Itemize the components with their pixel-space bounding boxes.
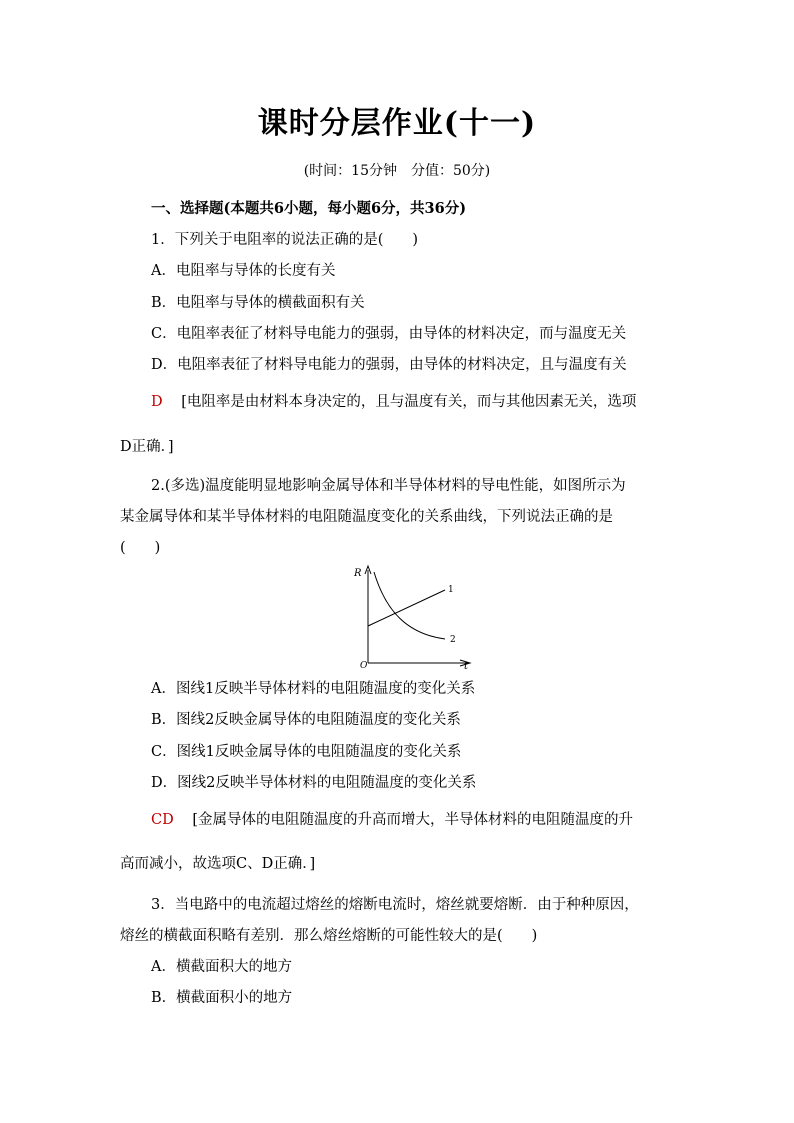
question-1-explanation-cont: D正确．] [120,439,174,455]
question-3-stem-cont: 熔丝的横截面积略有差别．那么熔丝熔断的可能性较大的是( ) [120,928,538,944]
y-axis-label: R [354,568,362,579]
question-3-stem: 3．当电路中的电流超过熔丝的熔断电流时，熔丝就要熔断．由于种种原因， [151,897,639,913]
page-title: 课时分层作业(十一) [257,106,537,141]
question-1-option-b: B．电阻率与导体的横截面积有关 [151,295,365,311]
question-1-explanation [151,392,636,412]
question-1-stem: 1．下列关于电阻率的说法正确的是( ) [151,232,419,248]
section-heading: 一、选择题(本题共6小题，每小题6分，共36分) [151,200,467,217]
question-3-option-b: B．横截面积小的地方 [151,990,293,1006]
time-score-info: (时间：15分钟 分值：50分) [303,163,491,179]
question-1-option-d: D．电阻率表征了材料导电能力的强弱，由导体的材料决定，且与温度有关 [151,357,627,373]
question-1-option-c: C．电阻率表征了材料导电能力的强弱，由导体的材料决定，而与温度无关 [151,326,627,342]
question-2-stem-cont: 某金属导体和某半导体材料的电阻随温度变化的关系曲线，下列说法正确的是 [120,509,613,525]
curve-2-label: 2 [450,635,456,645]
question-1-answer: D [151,394,163,410]
curve-1-line [368,590,445,626]
resistance-temperature-figure [340,560,480,672]
question-2-stem: 2.(多选)温度能明显地影响金属导体和半导体材料的导电性能，如图所示为 [151,478,626,494]
origin-label: O [360,661,368,671]
question-2-option-c: C．图线1反映金属导体的电阻随温度的变化关系 [151,744,462,760]
x-axis-label: t [464,661,469,672]
question-2-option-d: D．图线2反映半导体材料的电阻随温度的变化关系 [151,775,477,791]
question-2-explanation-text: [金属导体的电阻随温度的升高而增大，半导体材料的电阻随温度的升 [192,812,633,828]
question-3-option-a: A．横截面积大的地方 [151,959,292,975]
question-2-option-b: B．图线2反映金属导体的电阻随温度的变化关系 [151,712,461,728]
question-2-explanation [151,810,633,830]
question-1-option-a: A．电阻率与导体的长度有关 [151,263,336,279]
question-2-answer: CD [151,812,174,828]
question-2-blank: ( ) [120,540,161,556]
question-2-option-a: A．图线1反映半导体材料的电阻随温度的变化关系 [151,681,476,697]
curve-2-line [374,572,445,639]
question-1-explanation-text: [电阻率是由材料本身决定的，且与温度有关，而与其他因素无关，选项 [181,394,637,410]
question-2-explanation-cont: 高而减小，故选项C、D正确．] [120,856,316,872]
curve-1-label: 1 [448,585,454,595]
